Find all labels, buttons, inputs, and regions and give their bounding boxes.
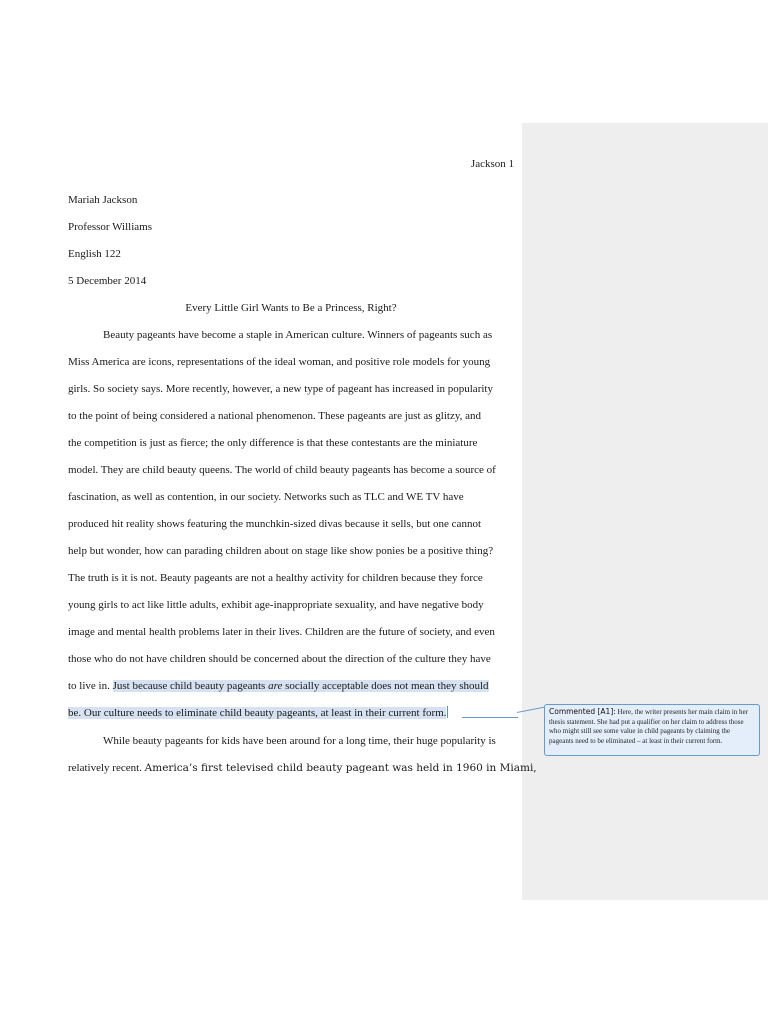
body-line: model. They are child beauty queens. The world of child beauty pageants has become a source of: [68, 464, 496, 476]
emphasis-text: are: [268, 680, 283, 692]
body-text: to live in.: [68, 680, 113, 692]
running-head: Jackson 1: [470, 158, 514, 170]
thesis-highlight[interactable]: be. Our culture needs to eliminate child beauty pageants, at least in their current form.: [68, 707, 447, 719]
body-line: the competition is just as fierce; the only difference is that these contestants are the miniature: [68, 437, 478, 449]
comment-text: Here, the writer presents her main claim in her thesis statement. She had put a qualifier on her claim to address those who might still see some value in child pageants by claiming the pageants need to be eliminated – at least in their current form.: [549, 708, 748, 745]
essay-title: Every Little Girl Wants to Be a Princess, Right?: [185, 302, 397, 314]
body-line: to the point of being considered a national phenomenon. These pageants are just as glitzy, and: [68, 410, 481, 422]
thesis-line: [68, 679, 489, 693]
comment-balloon[interactable]: [544, 704, 760, 756]
body-text: relatively recent.: [68, 762, 145, 774]
comment-connector: [462, 717, 518, 718]
body-line: girls. So society says. More recently, however, a new type of pageant has increased in popularity: [68, 383, 493, 395]
comment-label: Commented [A1]:: [549, 707, 616, 716]
thesis-highlight[interactable]: [113, 680, 489, 692]
pasted-text: America’s first televised child beauty pageant was held in 1960 in Miami,: [144, 762, 537, 774]
highlight-text: socially acceptable does not mean they should: [282, 680, 489, 692]
body-line: image and mental health problems later in their lives. Children are the future of society, and even: [68, 626, 495, 638]
body-line: [68, 761, 537, 775]
highlight-text: Just because child beauty pageants: [112, 680, 269, 692]
instructor-name: Professor Williams: [68, 221, 152, 233]
course-name: English 122: [68, 248, 121, 260]
date: 5 December 2014: [68, 275, 147, 287]
body-line: Miss America are icons, representations of the ideal woman, and positive role models for young: [68, 356, 491, 368]
comment-pane: [522, 123, 768, 900]
thesis-line: [68, 706, 449, 720]
body-line: produced hit reality shows featuring the munchkin-sized divas because it sells, but one cannot: [68, 518, 481, 530]
body-line: those who do not have children should be concerned about the direction of the culture they have: [68, 653, 491, 665]
body-line: help but wonder, how can parading children about on stage like show ponies be a positive thing?: [68, 545, 494, 557]
body-line: While beauty pageants for kids have been around for a long time, their huge popularity is: [103, 735, 496, 747]
body-line: fascination, as well as contention, in our society. Networks such as TLC and WE TV have: [68, 491, 464, 503]
comment-anchor[interactable]: [447, 706, 448, 718]
body-line: Beauty pageants have become a staple in American culture. Winners of pageants such as: [103, 329, 493, 341]
body-line: The truth is it is not. Beauty pageants are not a healthy activity for children because they force: [68, 572, 483, 584]
author-name: Mariah Jackson: [68, 194, 138, 206]
body-line: young girls to act like little adults, exhibit age-inappropriate sexuality, and have negative body: [68, 599, 484, 611]
